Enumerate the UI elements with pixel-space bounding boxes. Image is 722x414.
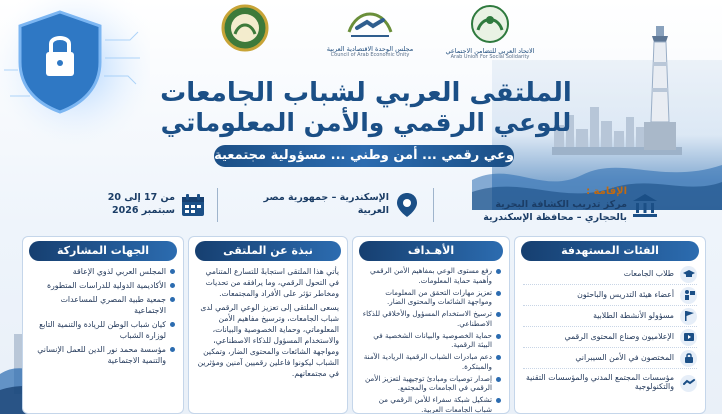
- partner-item: مؤسسة محمد نور الدين للعمل الإنساني والتنمية الاجتماعية: [31, 344, 175, 367]
- goal-item: رفع مستوى الوعي بمفاهيم الأمن الرقمي وأهمية حماية المعلومات.: [361, 266, 501, 285]
- target-item: [523, 264, 697, 285]
- target-item: [523, 369, 697, 397]
- location-text: الإسكندرية – جمهورية مصر العربية: [263, 192, 389, 216]
- flag-icon: [680, 308, 697, 325]
- goals-title: الأهـداف: [407, 244, 455, 257]
- dates-info: [76, 180, 206, 230]
- target-item-label: مؤسسات المجتمع المدني والمؤسسات التقنية والتكنولوجية: [526, 373, 674, 391]
- solidarity-logo-arabic: الاتحاد العربي للتضامن الاجتماعي: [445, 47, 535, 55]
- goals-header: [359, 241, 503, 261]
- lock-icon: [680, 350, 697, 367]
- target-groups-header: [521, 241, 699, 261]
- arab-league-emblem-icon: [221, 4, 269, 52]
- target-item-label: طلاب الجامعات: [623, 268, 674, 278]
- slogan-banner: وعي رقمي ... أمن وطني ... مسؤولية مجتمعية: [214, 145, 514, 167]
- goal-item: تشكيل شبكة سفراء للأمن الرقمي من شباب الجامعات العربية.: [361, 395, 501, 414]
- target-item: [523, 327, 697, 348]
- event-info-row: [78, 180, 658, 230]
- venue-info: [448, 180, 658, 230]
- handshake-emblem-icon: [345, 2, 395, 42]
- main-title-line-1: الملتقى العربي لشباب الجامعات: [160, 78, 572, 108]
- solidarity-emblem-icon: [467, 4, 513, 44]
- partner-item: كيان شباب الوطن للريادة والتنمية التابع لوزارة الشباب: [31, 319, 175, 342]
- venue-line-2: بالحجاري – محافظة الإسكندرية: [483, 211, 627, 223]
- dates-text: من 17 إلى 20 سبتمبر 2026: [107, 192, 175, 216]
- goals-card: [352, 236, 510, 414]
- target-item-label: الإعلاميون وصناع المحتوى الرقمي: [564, 331, 674, 341]
- teacher-icon: [680, 287, 697, 304]
- arab-union-social-solidarity-logo: [435, 4, 545, 61]
- about-header: [195, 241, 341, 261]
- logos-bar: [190, 2, 550, 72]
- target-item: [523, 306, 697, 327]
- target-item: [523, 285, 697, 306]
- info-divider: [433, 188, 434, 222]
- partners-title: الجهات المشاركة: [56, 244, 150, 257]
- calendar-icon: [180, 192, 206, 218]
- partners-card: [22, 236, 184, 414]
- partners-header: [29, 241, 177, 261]
- target-item: [523, 348, 697, 369]
- about-paragraph: يسعى الملتقى إلى تعزيز الوعي الرقمي لدى شباب الجامعات، وترسيخ مفاهيم الأمن المعلوماتي، وحماية الخصوصية والبيانات، والاستخدام المسؤول للذكاء الاصطناعي، ومواجهة الشائعات والمحتوى الضار، وتمكين الشباب ليكونوا فاعلين رقميين آمنين ومؤثرين في مجتمعاتهم.: [197, 303, 339, 378]
- partner-item: المجلس العربي لذوي الإعاقة: [31, 266, 175, 277]
- solidarity-logo-english: Arab Union For Social Solidarity: [450, 54, 530, 61]
- map-pin-icon: [394, 192, 420, 218]
- target-groups-card: [514, 236, 706, 414]
- building-columns-icon: [632, 192, 658, 218]
- info-divider: [217, 188, 218, 222]
- partner-item: الأكاديمية الدولية للدراسات المتطورة: [31, 280, 175, 291]
- target-groups-title: الفئات المستهدفة: [561, 244, 659, 257]
- goal-item: حماية الخصوصية والبيانات الشخصية في البيئة الرقمية.: [361, 331, 501, 350]
- graduation-cap-icon: [680, 266, 697, 283]
- goal-item: ترسيخ الاستخدام المسؤول والأخلاقي للذكاء الاصطناعي.: [361, 309, 501, 328]
- venue-line-1: مركز تدريب الكشافة البحرية: [495, 198, 627, 210]
- about-title: نبذة عن الملتقى: [223, 244, 313, 257]
- video-play-icon: [680, 329, 697, 346]
- goal-item: تعزيز مهارات التحقق من المعلومات ومواجهة الشائعات والمحتوى الضار.: [361, 288, 501, 307]
- partner-item: جمعية طبية المصري للمساعدات الاجتماعية: [31, 294, 175, 317]
- security-shield-icon: [0, 0, 150, 150]
- main-title-line-2: للوعي الرقمي والأمن المعلوماتي: [160, 108, 572, 137]
- venue-label: الإقامة :: [586, 186, 627, 198]
- target-item-label: أعضاء هيئة التدريس والباحثون: [577, 289, 674, 299]
- goal-item: دعم مبادرات الشباب الرقمية الريادية الآمنة والمبتكرة.: [361, 352, 501, 371]
- about-paragraph: يأتي هذا الملتقى استجابةً للتسارع المتنامي في التحول الرقمي، وما يرافقه من تحديات ومخاطر تؤثر على الأفراد والمجتمعات.: [205, 267, 339, 298]
- target-item-label: المختصون في الأمن السيبراني: [575, 352, 674, 362]
- council-arab-economic-unity-logo: [315, 2, 425, 59]
- council-logo-english: Council of Arab Economic Unity: [330, 52, 410, 59]
- goal-item: إصدار توصيات ومبادئ توجيهية لتعزيز الأمن الرقمي في الجامعات والمجتمع.: [361, 374, 501, 393]
- location-info: [230, 180, 420, 230]
- council-logo-arabic: مجلس الوحدة الاقتصادية العربية: [326, 45, 414, 53]
- target-item-label: مسؤولو الأنشطة الطلابية: [593, 310, 674, 320]
- about-card: [188, 236, 348, 414]
- arab-league-logo: [190, 4, 300, 56]
- handshake-icon: [680, 375, 697, 392]
- lighthouse-icon: [640, 22, 680, 150]
